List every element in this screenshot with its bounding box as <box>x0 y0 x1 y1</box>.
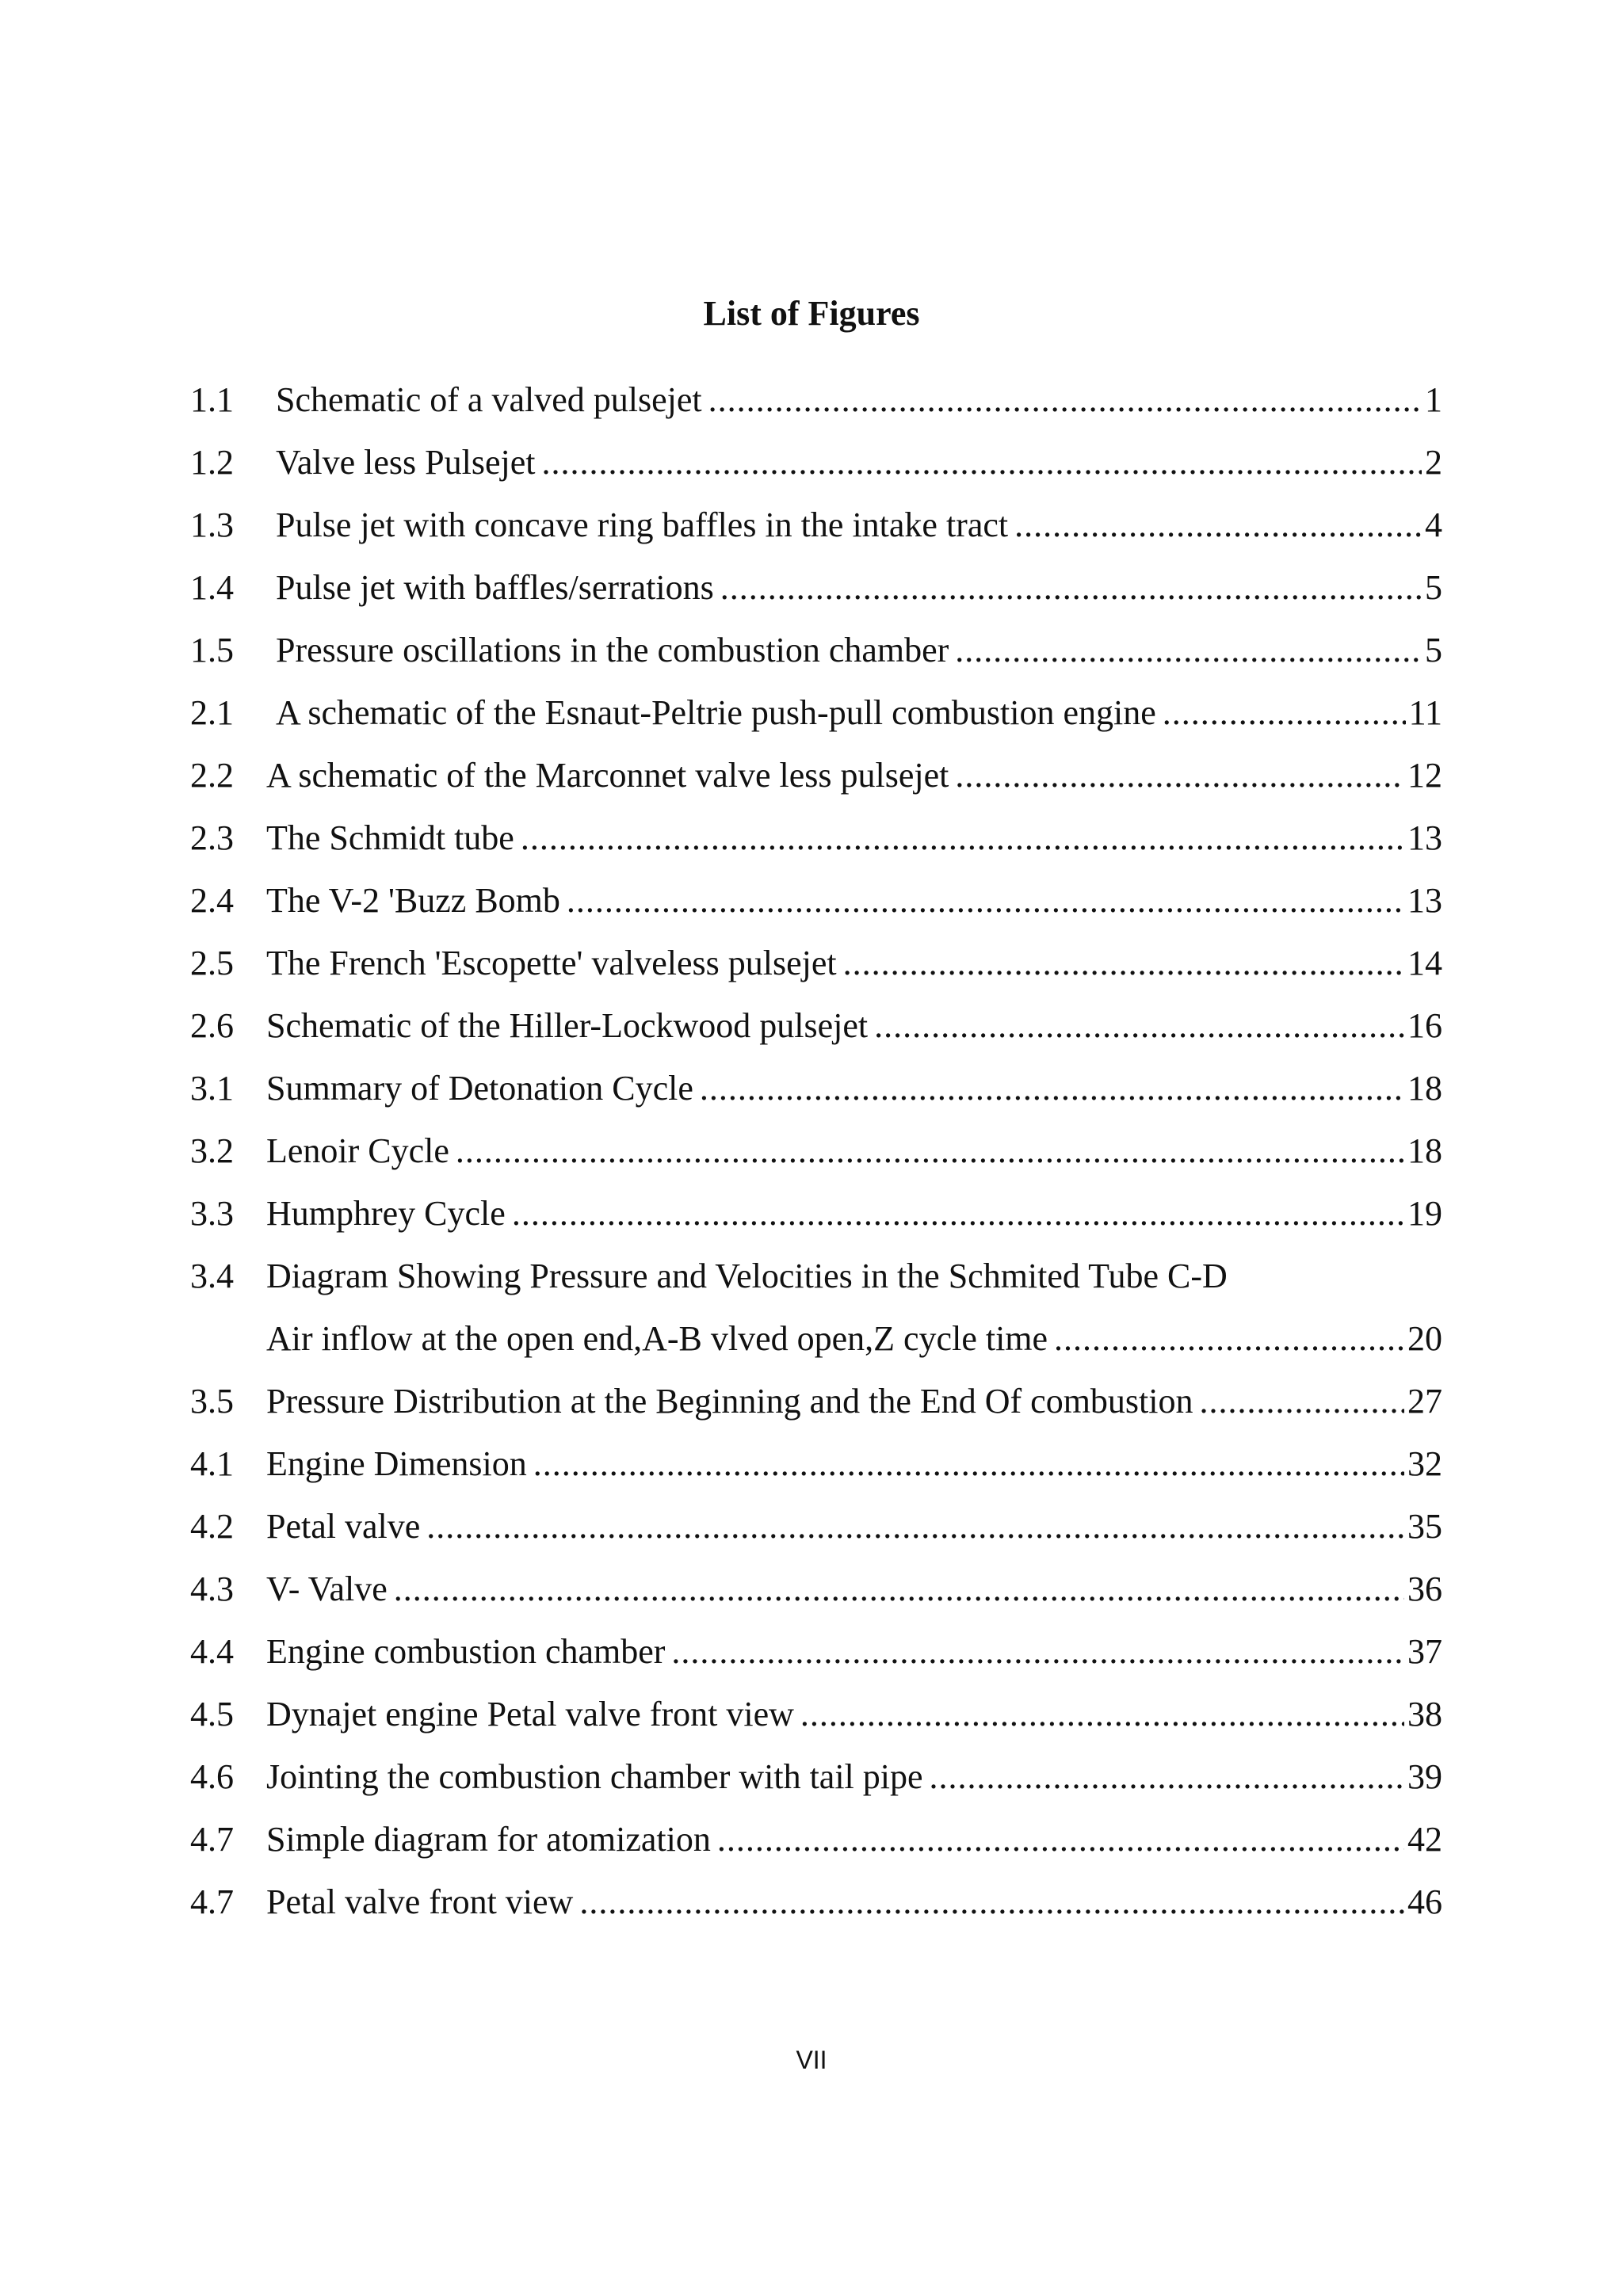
page-number-footer: VII <box>796 2046 827 2074</box>
figure-title: Schematic of a valved pulsejet <box>276 380 702 419</box>
figure-number: 3.1 <box>190 1069 234 1108</box>
figure-title: Pulse jet with baffles/serrations <box>276 568 714 607</box>
figure-entry <box>190 1370 1442 1432</box>
dot-leader <box>394 1558 1404 1620</box>
figure-entry <box>190 1620 1442 1683</box>
figure-title: The Schmidt tube <box>266 818 514 857</box>
figure-entry <box>190 744 1442 807</box>
dot-leader <box>1014 494 1422 556</box>
figure-entry <box>190 1871 1442 1933</box>
figure-entry-continuation <box>190 1307 1442 1370</box>
figure-page-number: 12 <box>1407 756 1442 795</box>
figure-entry <box>190 1182 1442 1245</box>
figure-number: 3.2 <box>190 1131 234 1170</box>
dot-leader <box>567 869 1404 932</box>
figure-title: V- Valve <box>266 1569 388 1608</box>
figure-page-number: 13 <box>1407 818 1442 857</box>
figure-page-number: 36 <box>1407 1569 1442 1608</box>
figure-title: The French 'Escopette' valveless pulsejet <box>266 944 837 982</box>
figure-entry <box>190 932 1442 994</box>
figure-title: Schematic of the Hiller-Lockwood pulsejet <box>266 1006 869 1045</box>
dot-leader <box>955 744 1404 807</box>
figure-page-number: 5 <box>1425 568 1442 607</box>
figure-number: 3.5 <box>190 1382 234 1421</box>
figure-entry <box>190 431 1442 494</box>
figure-entry <box>190 1745 1442 1808</box>
figure-title: Petal valve front view <box>266 1882 574 1921</box>
figure-title: Lenoir Cycle <box>266 1131 449 1170</box>
figure-page-number: 46 <box>1407 1882 1442 1921</box>
figure-number: 4.6 <box>190 1757 234 1796</box>
figure-page-number: 11 <box>1408 693 1442 732</box>
dot-leader <box>533 1432 1404 1495</box>
figure-title: Diagram Showing Pressure and Velocities in the Schmited Tube C-D <box>266 1257 1228 1295</box>
figure-page-number: 32 <box>1407 1444 1442 1483</box>
figure-entry <box>190 807 1442 869</box>
dot-leader <box>800 1683 1404 1745</box>
figure-page-number: 4 <box>1425 505 1442 544</box>
dot-leader <box>671 1620 1404 1683</box>
figure-title: Engine Dimension <box>266 1444 527 1483</box>
figure-number: 2.3 <box>190 818 234 857</box>
figure-page-number: 35 <box>1407 1507 1442 1546</box>
figure-title: Valve less Pulsejet <box>276 443 536 482</box>
figure-number: 4.5 <box>190 1695 234 1733</box>
dot-leader <box>1163 681 1406 744</box>
figure-list <box>190 368 1442 1933</box>
dot-leader <box>930 1745 1404 1808</box>
dot-leader <box>512 1182 1404 1245</box>
dot-leader <box>542 431 1422 494</box>
figure-page-number: 18 <box>1407 1131 1442 1170</box>
figure-page-number: 19 <box>1407 1194 1442 1233</box>
dot-leader <box>843 932 1404 994</box>
figure-number: 4.7 <box>190 1820 234 1859</box>
figure-number: 1.2 <box>190 443 234 482</box>
figure-entry <box>190 368 1442 431</box>
figure-number: 4.2 <box>190 1507 234 1546</box>
figure-title: Simple diagram for atomization <box>266 1820 711 1859</box>
figure-entry <box>190 1683 1442 1745</box>
page-title: List of Figures <box>703 294 920 333</box>
figure-number: 2.5 <box>190 944 234 982</box>
dot-leader <box>426 1495 1404 1558</box>
figure-page-number: 38 <box>1407 1695 1442 1733</box>
dot-leader <box>955 619 1422 681</box>
figure-page-number: 39 <box>1407 1757 1442 1796</box>
figure-entry <box>190 1495 1442 1558</box>
dot-leader <box>1054 1307 1404 1370</box>
dot-leader <box>579 1871 1404 1933</box>
figure-entry <box>190 1432 1442 1495</box>
dot-leader <box>700 1057 1404 1119</box>
dot-leader <box>456 1119 1404 1182</box>
dot-leader <box>708 368 1422 431</box>
figure-title: Summary of Detonation Cycle <box>266 1069 693 1108</box>
figure-entry <box>190 619 1442 681</box>
figure-number: 2.2 <box>190 756 234 795</box>
figure-title: Pulse jet with concave ring baffles in the intake tract <box>276 505 1009 544</box>
figure-number: 3.3 <box>190 1194 234 1233</box>
figure-title: Engine combustion chamber <box>266 1632 666 1671</box>
figure-page-number: 1 <box>1425 380 1442 419</box>
figure-page-number: 5 <box>1425 631 1442 669</box>
figure-entry <box>190 1119 1442 1182</box>
figure-entry <box>190 1057 1442 1119</box>
dot-leader <box>521 807 1404 869</box>
figure-entry <box>190 681 1442 744</box>
figure-number: 4.4 <box>190 1632 234 1671</box>
figure-number: 1.1 <box>190 380 234 419</box>
figure-entry <box>190 494 1442 556</box>
figure-entry <box>190 869 1442 932</box>
figure-title: The V-2 'Buzz Bomb <box>266 881 560 920</box>
figure-page-number: 16 <box>1407 1006 1442 1045</box>
figure-entry <box>190 556 1442 619</box>
figure-title: A schematic of the Esnaut-Peltrie push-pull combustion engine <box>276 693 1156 732</box>
figure-number: 3.4 <box>190 1257 234 1295</box>
figure-title: Jointing the combustion chamber with tail pipe <box>266 1757 923 1796</box>
figure-number: 2.4 <box>190 881 234 920</box>
dot-leader <box>717 1808 1404 1871</box>
figure-entry <box>190 1245 1442 1307</box>
figure-page-number: 14 <box>1407 944 1442 982</box>
figure-entry <box>190 994 1442 1057</box>
figure-title: Pressure oscillations in the combustion chamber <box>276 631 949 669</box>
dot-leader <box>720 556 1422 619</box>
figure-number: 1.3 <box>190 505 234 544</box>
figure-page-number: 27 <box>1407 1382 1442 1421</box>
figure-entry <box>190 1808 1442 1871</box>
figure-number: 1.4 <box>190 568 234 607</box>
figure-title-continuation: Air inflow at the open end,A-B vlved open,Z cycle time <box>266 1319 1048 1358</box>
figure-number: 4.1 <box>190 1444 234 1483</box>
figure-number: 2.1 <box>190 693 234 732</box>
figure-page-number: 20 <box>1407 1319 1442 1358</box>
figure-number: 2.6 <box>190 1006 234 1045</box>
figure-number: 4.3 <box>190 1569 234 1608</box>
figure-page-number: 37 <box>1407 1632 1442 1671</box>
figure-page-number: 18 <box>1407 1069 1442 1108</box>
figure-page-number: 13 <box>1407 881 1442 920</box>
figure-entry <box>190 1558 1442 1620</box>
figure-number: 1.5 <box>190 631 234 669</box>
figure-title: Humphrey Cycle <box>266 1194 506 1233</box>
figure-number: 4.7 <box>190 1882 234 1921</box>
figure-title: Dynajet engine Petal valve front view <box>266 1695 794 1733</box>
dot-leader <box>1200 1370 1404 1432</box>
figure-page-number: 42 <box>1407 1820 1442 1859</box>
dot-leader <box>874 994 1404 1057</box>
figure-title: A schematic of the Marconnet valve less pulsejet <box>266 756 949 795</box>
figure-page-number: 2 <box>1425 443 1442 482</box>
figure-title: Petal valve <box>266 1507 421 1546</box>
figure-title: Pressure Distribution at the Beginning and the End Of combustion <box>266 1382 1193 1421</box>
